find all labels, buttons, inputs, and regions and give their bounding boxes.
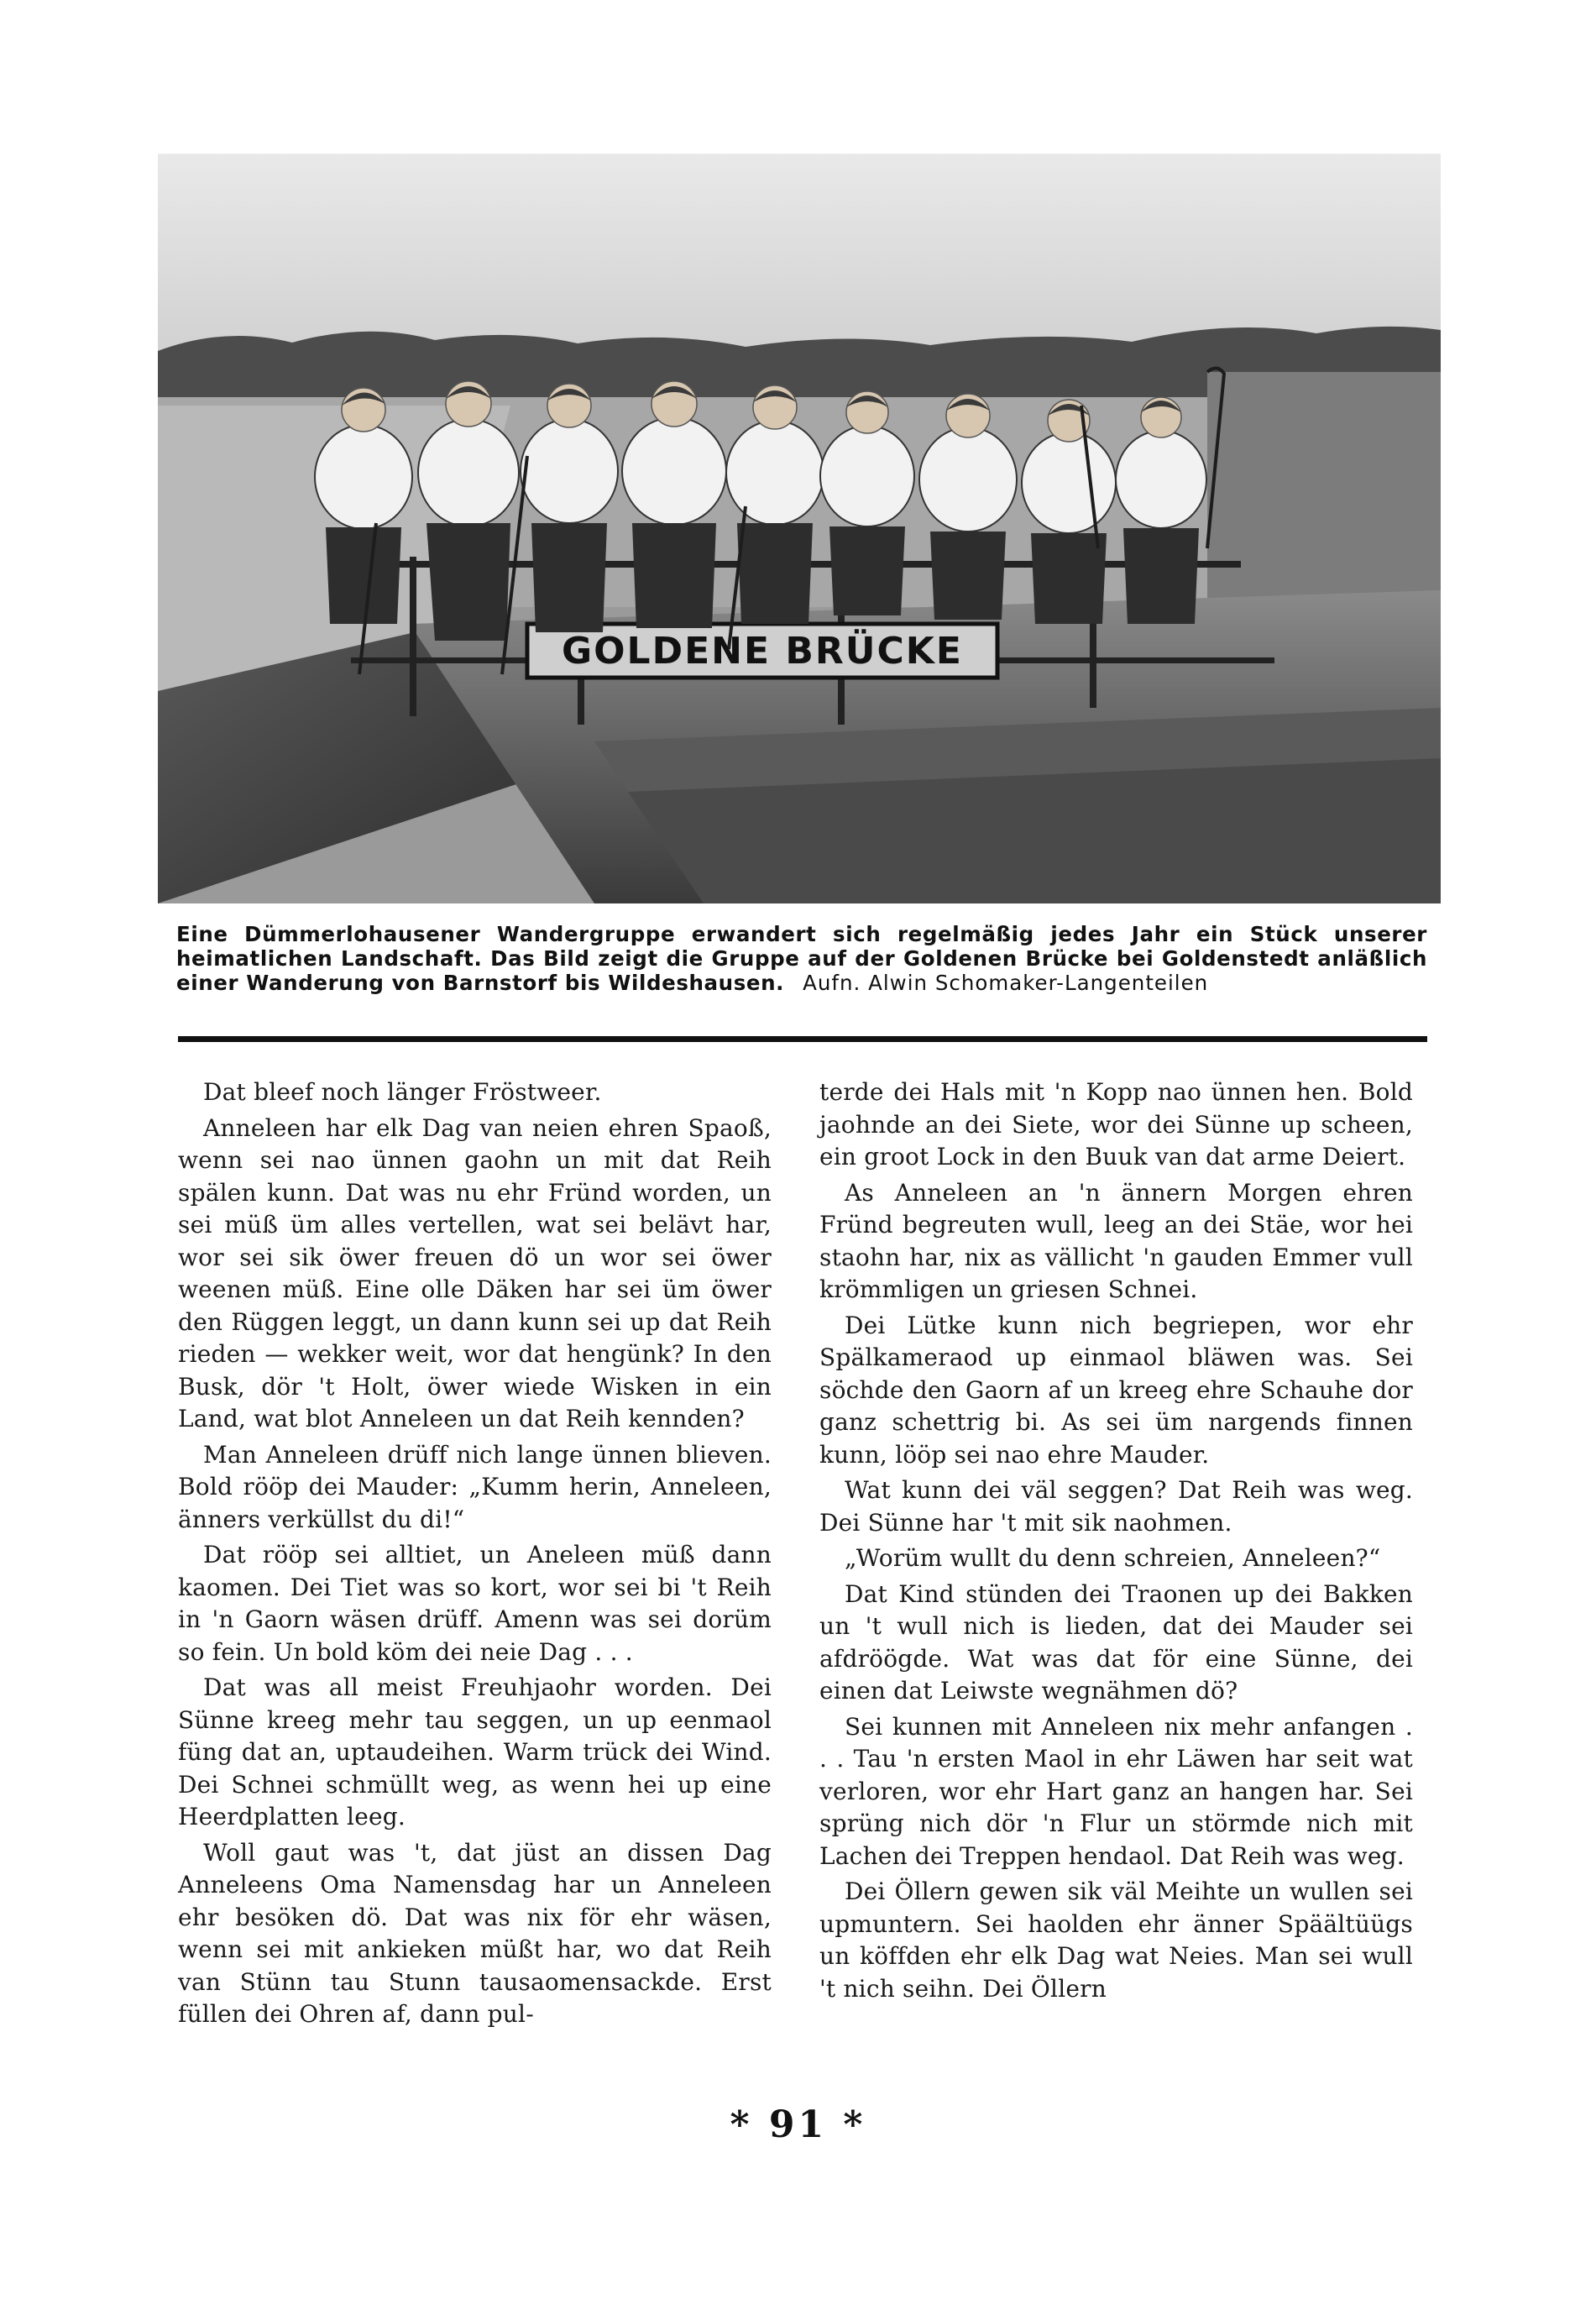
photo-caption: [176, 922, 1427, 995]
paragraph: Dei Lütke kunn nich begriepen, wor ehr Spälkameraod up einmaol bläwen was. Sei söchde den Gaorn af un kreeg ehre Schauhe dor ganz schettrig bi. As sei üm nargends finnen kunn, lööp sei nao ehre Mauder.: [819, 1311, 1413, 1469]
section-divider: [178, 1036, 1427, 1042]
page-number: * 91 *: [730, 2103, 866, 2146]
paragraph: As Anneleen an 'n ännern Morgen ehren Fründ begreuten wull, leeg an dei Stäe, wor hei staohn har, nix as vällicht 'n gauden Emmer vull krömmligen un griesen Schnei.: [819, 1178, 1413, 1303]
group-photograph: [158, 154, 1441, 903]
bridge-sign: GOLDENE BRÜCKE: [562, 630, 963, 673]
paragraph: Dat rööp sei alltiet, un Aneleen müß dann kaomen. Dei Tiet was so kort, wor sei bi 't Reih in 'n Gaorn wäsen drüff. Amenn was sei dorüm so fein. Un bold köm dei neie Dag . . .: [178, 1541, 772, 1666]
paragraph: Wat kunn dei väl seggen? Dat Reih was weg. Dei Sünne har 't mit sik naohmen.: [819, 1476, 1413, 1537]
paragraph: „Worüm wullt du denn schreien, Anneleen?“: [845, 1544, 1381, 1572]
paragraph: Dat bleef noch länger Fröstweer.: [203, 1078, 602, 1106]
photo-credit: Aufn. Alwin Schomaker-Langenteilen: [803, 971, 1209, 995]
paragraph: Dat was all meist Freuhjaohr worden. Dei Sünne kreeg mehr tau seggen, un up eenmaol füng dat an, uptaudeihen. Warm trück dei Wind. Dei Schnei schmüllt weg, as wenn hei up eine Heerdplatten leeg.: [178, 1673, 772, 1830]
paragraph: Anneleen har elk Dag van neien ehren Spaoß, wenn sei nao ünnen gaohn un mit dat Reih spälen kunn. Dat was nu ehr Fründ worden, un sei müß üm alles vertellen, wat sei belävt har, wor sei sik öwer freuen dö un wor sei öwer weenen müß. Eine olle Däken har sei üm öwer den Rüggen leggt, un dann kunn sei up dat Reih rieden — wekker weit, wor dat hengünk? In den Busk, dör 't Holt, öwer wiede Wisken in ein Land, wat blot Anneleen un dat Reih kennden?: [178, 1113, 772, 1432]
text-column-right: [819, 1076, 1413, 2008]
paragraph: Sei kunnen mit Anneleen nix mehr anfangen . . . Tau 'n ersten Maol in ehr Läwen har seit wat verloren, wor ehr Hart ganz an hangen har. Sei sprüng nich dör 'n Flur un störmde nich mit Lachen dei Treppen hendaol. Dat Reih was weg.: [819, 1712, 1413, 1870]
caption-text: Eine Dümmerlohausener Wandergruppe erwandert sich regelmäßig jedes Jahr ein Stück unserer heimatlichen Landschaft. Das Bild zeigt die Gruppe auf der Goldenen Brücke bei Goldenstedt anläßlich einer Wanderung von Barnstorf bis Wildeshausen.: [176, 922, 1427, 995]
paragraph: Dat Kind stünden dei Traonen up dei Bakken un 't wull nich is lieden, dat dei Mauder sei afdröögde. Wat was dat för eine Sünne, dei einen dat Leiwste wegnähmen dö?: [819, 1579, 1413, 1705]
paragraph: Dei Öllern gewen sik väl Meihte un wullen sei upmuntern. Sei haolden ehr änner Späältüügs un köffden ehr elk Dag wat Neies. Man sei wull 't nich seihn. Dei Öllern: [819, 1877, 1413, 2003]
paragraph: terde dei Hals mit 'n Kopp nao ünnen hen. Bold jaohnde an dei Siete, wor dei Sünne up scheen, ein groot Lock in den Buuk van dat arme Deiert.: [819, 1078, 1413, 1170]
text-column-left: [178, 1076, 772, 2035]
paragraph: Man Anneleen drüff nich lange ünnen blieven. Bold rööp dei Mauder: „Kumm herin, Anneleen, änners verküllst du di!“: [178, 1440, 772, 1533]
photograph-icon: [158, 154, 1441, 903]
paragraph: Woll gaut was 't, dat jüst an dissen Dag Anneleens Oma Namensdag har un Anneleen ehr besöken dö. Dat was nix för ehr wäsen, wenn sei mit ankieken müßt har, wo dat Reih van Stünn tau Stunn tausaomensackde. Erst füllen dei Ohren af, dann pul-: [178, 1838, 772, 2028]
